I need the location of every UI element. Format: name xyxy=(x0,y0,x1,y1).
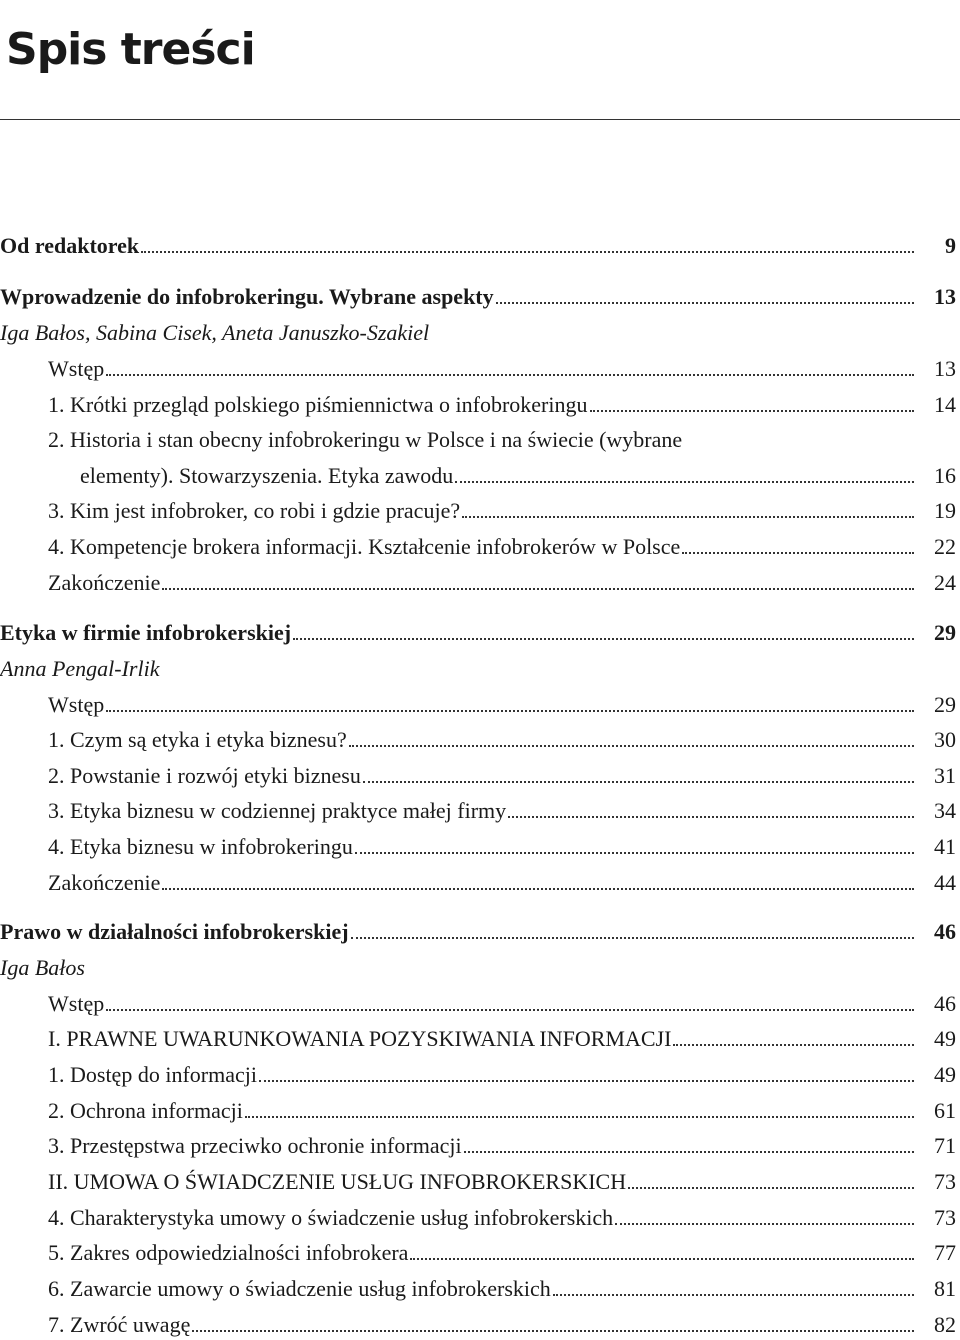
toc-page-number: 49 xyxy=(934,1026,956,1051)
dot-leader xyxy=(553,1294,914,1296)
toc-entry[interactable] xyxy=(0,1062,960,1088)
toc-entry-title: I. PRAWNE UWARUNKOWANIA POZYSKIWANIA INFORMACJI xyxy=(48,1026,672,1051)
toc-page-number: 22 xyxy=(934,534,956,559)
toc-entry-title: 1. Dostęp do informacji xyxy=(48,1062,257,1087)
toc-page-number: 46 xyxy=(934,919,956,944)
dot-leader xyxy=(162,588,914,590)
toc-page-number: 71 xyxy=(934,1133,956,1158)
toc-page-number: 24 xyxy=(934,570,956,595)
dot-leader xyxy=(590,410,915,412)
toc-entry-title: Prawo w działalności infobrokerskiej xyxy=(0,919,349,944)
dot-leader xyxy=(464,1151,914,1153)
toc-entry-title: 2. Powstanie i rozwój etyki biznesu xyxy=(48,763,361,788)
toc-page-number: 73 xyxy=(934,1169,956,1194)
toc-author: Anna Pengal-Irlik xyxy=(0,656,160,681)
dot-leader xyxy=(245,1116,914,1118)
toc-entry-title: Wprowadzenie do infobrokeringu. Wybrane aspekty xyxy=(0,284,494,309)
toc-page-number: 41 xyxy=(934,834,956,859)
dot-leader xyxy=(162,888,914,890)
toc-page-number: 34 xyxy=(934,798,956,823)
toc-page-number: 13 xyxy=(934,284,956,309)
toc-page-number: 9 xyxy=(945,233,956,258)
toc-entry-title: 2. Ochrona informacji xyxy=(48,1098,243,1123)
toc-entry[interactable] xyxy=(0,356,960,382)
toc-entry[interactable] xyxy=(0,1240,960,1266)
toc-entry[interactable] xyxy=(0,620,960,646)
dot-leader xyxy=(106,1009,914,1011)
toc-entry[interactable] xyxy=(0,919,960,945)
dot-leader xyxy=(410,1258,914,1260)
dot-leader xyxy=(462,516,914,518)
toc-entry[interactable] xyxy=(0,320,960,346)
dot-leader xyxy=(363,781,914,783)
toc-entry[interactable] xyxy=(0,656,960,682)
toc-entry-title: Zakończenie xyxy=(48,870,161,895)
toc-entry[interactable] xyxy=(0,955,960,981)
toc-page-number: 31 xyxy=(934,763,956,788)
toc-entry[interactable] xyxy=(0,1026,960,1052)
toc-page-number: 19 xyxy=(934,498,956,523)
dot-leader xyxy=(455,481,914,483)
toc-entry[interactable] xyxy=(0,1169,960,1195)
toc-author: Iga Bałos, Sabina Cisek, Aneta Januszko-Szakiel xyxy=(0,320,430,345)
toc-entry-title: II. UMOWA O ŚWIADCZENIE USŁUG INFOBROKERSKICH xyxy=(48,1169,627,1194)
toc-page-number: 14 xyxy=(934,392,956,417)
toc-entry[interactable] xyxy=(0,1133,960,1159)
toc-page-number: 81 xyxy=(934,1276,956,1301)
toc-entry-title: Zakończenie xyxy=(48,570,161,595)
dot-leader xyxy=(508,816,914,818)
toc-entry[interactable] xyxy=(0,498,960,524)
dot-leader xyxy=(293,638,914,640)
toc-page-number: 44 xyxy=(934,870,956,895)
toc-entry[interactable] xyxy=(0,692,960,718)
toc-entry-title: 4. Etyka biznesu w infobrokeringu xyxy=(48,834,353,859)
toc-entry[interactable] xyxy=(0,834,960,860)
toc-entry[interactable] xyxy=(0,284,960,310)
toc-entry-title: elementy). Stowarzyszenia. Etyka zawodu xyxy=(80,463,454,488)
toc-entry[interactable] xyxy=(0,870,960,896)
toc-entry[interactable] xyxy=(0,392,960,418)
dot-leader xyxy=(192,1330,914,1332)
toc-page-number: 29 xyxy=(934,620,956,645)
toc-entry-title: 3. Etyka biznesu w codziennej praktyce małej firmy xyxy=(48,798,507,823)
toc-page-number: 46 xyxy=(934,991,956,1016)
title-divider xyxy=(0,119,960,120)
page-title: Spis treści xyxy=(6,24,255,75)
toc-entry[interactable] xyxy=(0,463,960,489)
toc-entry[interactable] xyxy=(0,233,960,259)
toc-entry-title: Wstęp xyxy=(48,692,105,717)
toc-page-number: 16 xyxy=(934,463,956,488)
toc-entry-title: 3. Kim jest infobroker, co robi i gdzie pracuje? xyxy=(48,498,461,523)
toc-page-number: 13 xyxy=(934,356,956,381)
toc-entry[interactable] xyxy=(0,570,960,596)
toc-entry-title: 4. Charakterystyka umowy o świadczenie usług infobrokerskich xyxy=(48,1205,614,1230)
toc-entry[interactable] xyxy=(0,1312,960,1338)
toc-entry-title: 7. Zwróć uwagę xyxy=(48,1312,191,1337)
toc-entry[interactable] xyxy=(0,1276,960,1302)
toc-entry-title: 2. Historia i stan obecny infobrokeringu w Polsce i na świecie (wybrane xyxy=(48,427,683,452)
toc-page-number: 29 xyxy=(934,692,956,717)
toc-entry[interactable] xyxy=(0,427,960,453)
toc-entry[interactable] xyxy=(0,798,960,824)
dot-leader xyxy=(355,852,914,854)
dot-leader xyxy=(682,552,914,554)
dot-leader xyxy=(496,302,914,304)
toc-page-number: 61 xyxy=(934,1098,956,1123)
toc-entry-title: 3. Przestępstwa przeciwko ochronie informacji xyxy=(48,1133,462,1158)
dot-leader xyxy=(615,1223,914,1225)
toc-entry-title: Wstęp xyxy=(48,356,105,381)
toc-author: Iga Bałos xyxy=(0,955,85,980)
dot-leader xyxy=(673,1044,914,1046)
dot-leader xyxy=(351,937,914,939)
dot-leader xyxy=(106,374,914,376)
dot-leader xyxy=(141,251,914,253)
toc-entry[interactable] xyxy=(0,763,960,789)
toc-entry-title: 6. Zawarcie umowy o świadczenie usług infobrokerskich xyxy=(48,1276,551,1301)
toc-entry[interactable] xyxy=(0,991,960,1017)
toc-page-number: 30 xyxy=(934,727,956,752)
toc-page-number: 73 xyxy=(934,1205,956,1230)
toc-entry[interactable] xyxy=(0,727,960,753)
toc-entry-title: 1. Krótki przegląd polskiego piśmiennictwa o infobrokeringu xyxy=(48,392,588,417)
toc-entry-title: Etyka w firmie infobrokerskiej xyxy=(0,620,292,645)
dot-leader xyxy=(628,1187,914,1189)
toc-entry-title: Wstęp xyxy=(48,991,105,1016)
dot-leader xyxy=(349,745,914,747)
toc-page-number: 77 xyxy=(934,1240,956,1265)
toc-entry-title: Od redaktorek xyxy=(0,233,140,258)
toc-entry-title: 4. Kompetencje brokera informacji. Kształcenie infobrokerów w Polsce xyxy=(48,534,681,559)
toc-page-number: 82 xyxy=(934,1312,956,1337)
toc-entry-title: 1. Czym są etyka i etyka biznesu? xyxy=(48,727,347,752)
toc-entry[interactable] xyxy=(0,1205,960,1231)
toc-page-number: 49 xyxy=(934,1062,956,1087)
dot-leader xyxy=(259,1080,914,1082)
toc-entry[interactable] xyxy=(0,1098,960,1124)
toc-entry[interactable] xyxy=(0,534,960,560)
dot-leader xyxy=(106,710,914,712)
toc-entry-title: 5. Zakres odpowiedzialności infobrokera xyxy=(48,1240,409,1265)
